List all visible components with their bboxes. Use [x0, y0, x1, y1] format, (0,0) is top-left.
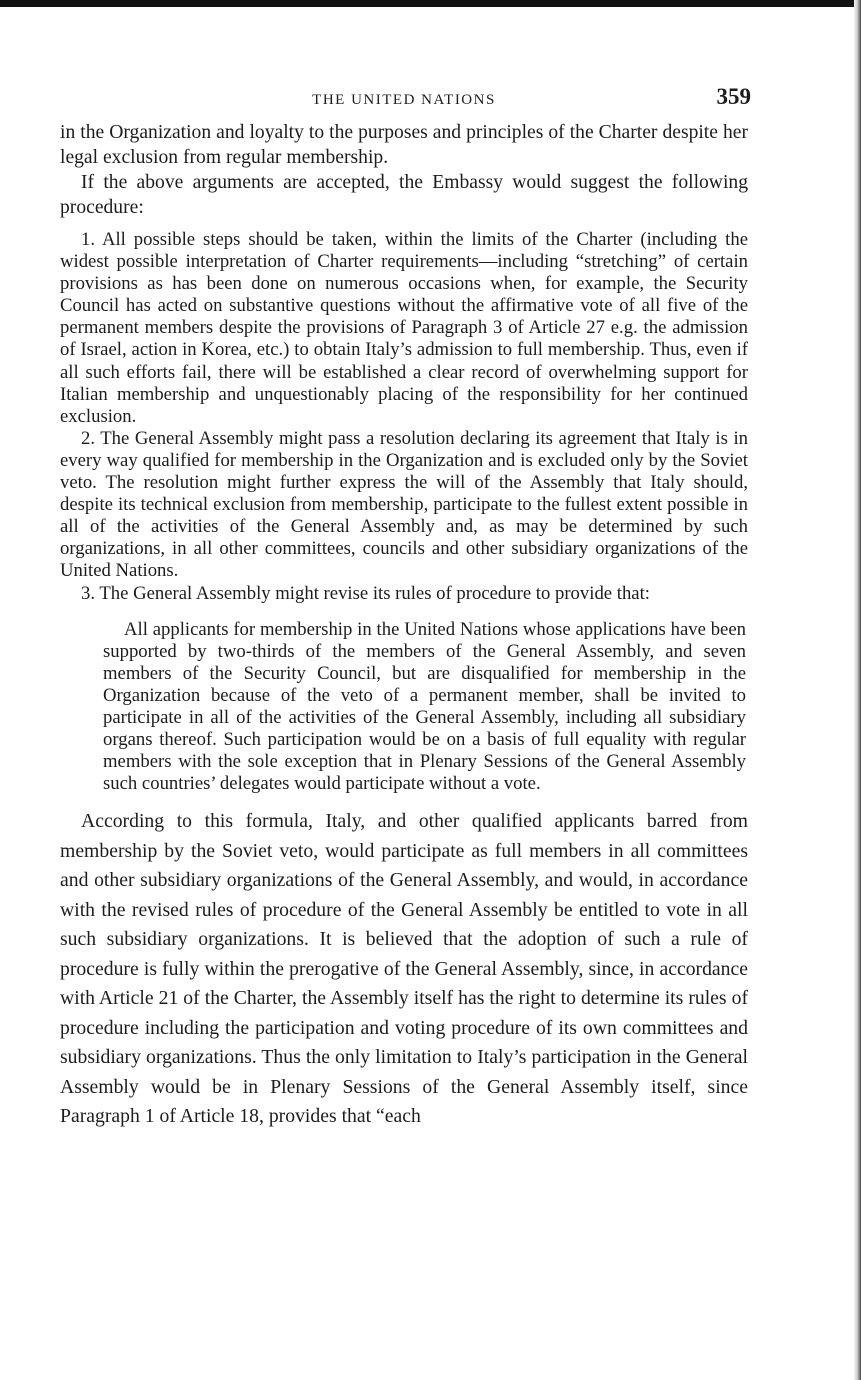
upper-body-text [60, 120, 748, 220]
page-header [60, 84, 751, 120]
procedure-item: 3. The General Assembly might revise its rules of procedure to provide that: [81, 582, 650, 604]
procedure-item: 1. All possible steps should be taken, within the limits of the Charter (including the widest possible interpretation of Charter requirements—including “stretching” of certain provisions as has been done on numerous occasions when, for example, the Security Council has acted on substantive questions without the affirmative vote of all five of the permanent members despite the provisions of Paragraph 3 of Article 27 e.g. the admission of Israel, action in Korea, etc.) to obtain Italy’s admission to full membership. Thus, even if all such efforts fail, there will be established a clear record of overwhelming support for Italian membership and unquestionably placing of the responsibility for her continued exclusion. [60, 229, 748, 427]
running-head: THE UNITED NATIONS [312, 92, 496, 108]
procedure-intro-paragraph: If the above arguments are accepted, the Embassy would suggest the following procedure: [60, 172, 748, 218]
page-number: 359 [716, 84, 751, 109]
quoted-rule-block [103, 619, 746, 796]
closing-paragraph: According to this formula, Italy, and other qualified applicants barred from membership by the Soviet veto, would participate as full members in all committees and other subsidiary organizations of the General Assembly, and would, in accordance with the revised rules of procedure of the General Assembly be entitled to vote in all such subsidiary organizations. It is believed that the adoption of such a rule of procedure is fully within the prerogative of the General Assembly, since, in accordance with Article 21 of the Charter, the Assembly itself has the right to determine its rules of procedure including the participation and voting procedure of its own committees and subsidiary organizations. Thus the only limitation to Italy’s participation in the General Assembly would be in Plenary Sessions of the General Assembly itself, since Paragraph 1 of Article 18, provides that “each [60, 810, 748, 1128]
page-edge-shadow [854, 0, 861, 1380]
procedure-list [60, 229, 748, 605]
continuation-paragraph: in the Organization and loyalty to the purposes and principles of the Charter despite her legal exclusion from regular membership. [60, 122, 748, 168]
procedure-item: 2. The General Assembly might pass a resolution declaring its agreement that Italy is in every way qualified for membership in the Organization and is excluded only by the Soviet veto. The resolution might further express the will of the Assembly that Italy should, despite its technical exclusion from membership, participate to the fullest extent possible in all of the activities of the General Assembly and, as may be determined by such organizations, in all other committees, councils and other subsidiary organizations of the United Nations. [60, 427, 748, 582]
top-edge-rule [0, 0, 861, 7]
lower-body-text [60, 807, 748, 1132]
quoted-rule-text: All applicants for membership in the United Nations whose applications have been supported by two-thirds of the members of the General Assembly, and seven members of the Security Council, but are disqualified for membership in the Organization because of the veto of a permanent member, shall be invited to participate in all of the activities of the General Assembly, including all subsidiary organs thereof. Such participation would be on a basis of full equality with regular members with the sole exception that in Plenary Sessions of the General Assembly such countries’ delegates would participate without a vote. [103, 618, 746, 795]
document-page [60, 84, 751, 1132]
